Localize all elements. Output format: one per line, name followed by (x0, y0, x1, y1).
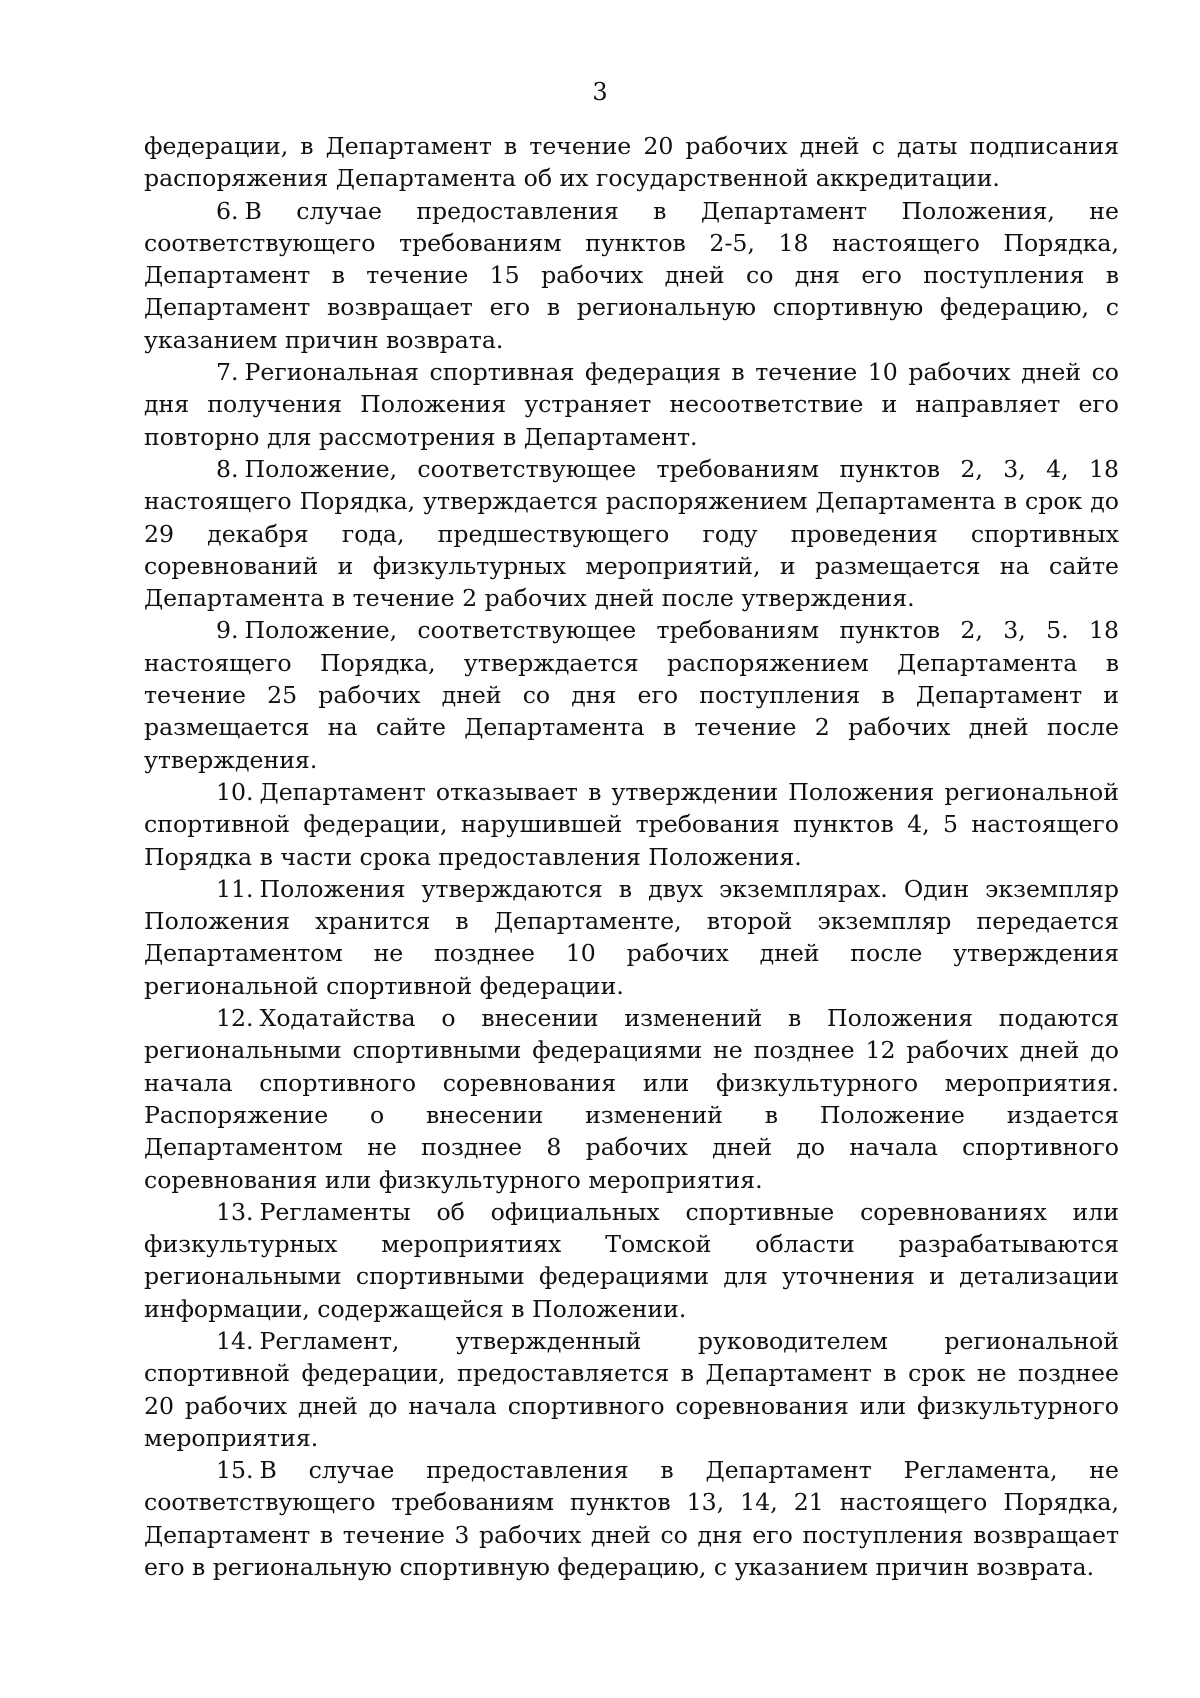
paragraph-text: Регламенты об официальных спортивные соревнованиях или физкультурных мероприятиях Томской области разрабатываются региональными спортивными федерациями для уточнения и детализации информации, содержащейся в Положении. (144, 1197, 1119, 1323)
paragraph-number: 6. (216, 196, 239, 225)
paragraph-text: федерации, в Департамент в течение 20 рабочих дней с даты подписания распоряжения Департамента об их государственной аккредитации. (144, 132, 1119, 193)
paragraph-number: 7. (216, 358, 239, 387)
paragraph-15 (144, 1454, 1119, 1583)
paragraph-9 (144, 614, 1119, 775)
paragraph-text: Региональная спортивная федерация в течение 10 рабочих дней со дня получения Положения устраняет несоответствие и направляет его повторно для рассмотрения в Департамент. (144, 358, 1119, 451)
paragraph-text: Положение, соответствующее требованиям пунктов 2, 3, 5. 18 настоящего Порядка, утверждается распоряжением Департамента в течение 25 рабочих дней со дня его поступления в Департамент и размещается на сайте Департамента в течение 2 рабочих дней после утверждения. (144, 616, 1119, 774)
paragraph-text: Ходатайства о внесении изменений в Положения подаются региональными спортивными федерациями не позднее 12 рабочих дней до начала спортивного соревнования или физкультурного мероприятия. Распоряжение о внесении изменений в Положение издается Департаментом не позднее 8 рабочих дней до начала спортивного соревнования или физкультурного мероприятия. (144, 1004, 1119, 1194)
paragraph-14 (144, 1325, 1119, 1454)
paragraph-number: 11. (216, 874, 254, 903)
paragraph-number: 13. (216, 1197, 254, 1226)
paragraph-6 (144, 195, 1119, 356)
paragraph-number: 15. (216, 1456, 254, 1485)
paragraph-13 (144, 1196, 1119, 1325)
paragraph-number: 8. (216, 454, 239, 483)
paragraph-text: В случае предоставления в Департамент Положения, не соответствующего требованиям пунктов 2-5, 18 настоящего Порядка, Департамент в течение 15 рабочих дней со дня его поступления в Департамент возвращает его в региональную спортивную федерацию, с указанием причин возврата. (144, 196, 1119, 354)
page-number: 3 (592, 78, 608, 106)
paragraph-8 (144, 453, 1119, 614)
paragraph-11 (144, 873, 1119, 1002)
paragraph-text: Регламент, утвержденный руководителем региональной спортивной федерации, предоставляется в Департамент в срок не позднее 20 рабочих дней до начала спортивного соревнования или физкультурного мероприятия. (144, 1326, 1119, 1452)
paragraph-text: Департамент отказывает в утверждении Положения региональной спортивной федерации, нарушившей требования пунктов 4, 5 настоящего Порядка в части срока предоставления Положения. (144, 777, 1119, 871)
paragraph-number: 10. (216, 777, 254, 806)
paragraph-text: В случае предоставления в Департамент Регламента, не соответствующего требованиям пунктов 13, 14, 21 настоящего Порядка, Департамент в течение 3 рабочих дней со дня его поступления возвращает его в региональную спортивную федерацию, с указанием причин возврата. (144, 1456, 1119, 1582)
paragraph-number: 9. (216, 616, 239, 645)
paragraph-number: 14. (216, 1326, 254, 1355)
paragraph-text: Положение, соответствующее требованиям пунктов 2, 3, 4, 18 настоящего Порядка, утверждается распоряжением Департамента в срок до 29 декабря года, предшествующего году проведения спортивных соревнований и физкультурных мероприятий, и размещается на сайте Департамента в течение 2 рабочих дней после утверждения. (144, 454, 1119, 613)
paragraph-text: Положения утверждаются в двух экземплярах. Один экземпляр Положения хранится в Департаменте, второй экземпляр передается Департаментом не позднее 10 рабочих дней после утверждения региональной спортивной федерации. (144, 874, 1119, 1000)
paragraph-12 (144, 1002, 1119, 1196)
paragraph-continuation (144, 130, 1119, 195)
paragraph-7 (144, 356, 1119, 453)
paragraph-number: 12. (216, 1004, 254, 1033)
document-body (144, 130, 1119, 1583)
paragraph-10 (144, 776, 1119, 873)
